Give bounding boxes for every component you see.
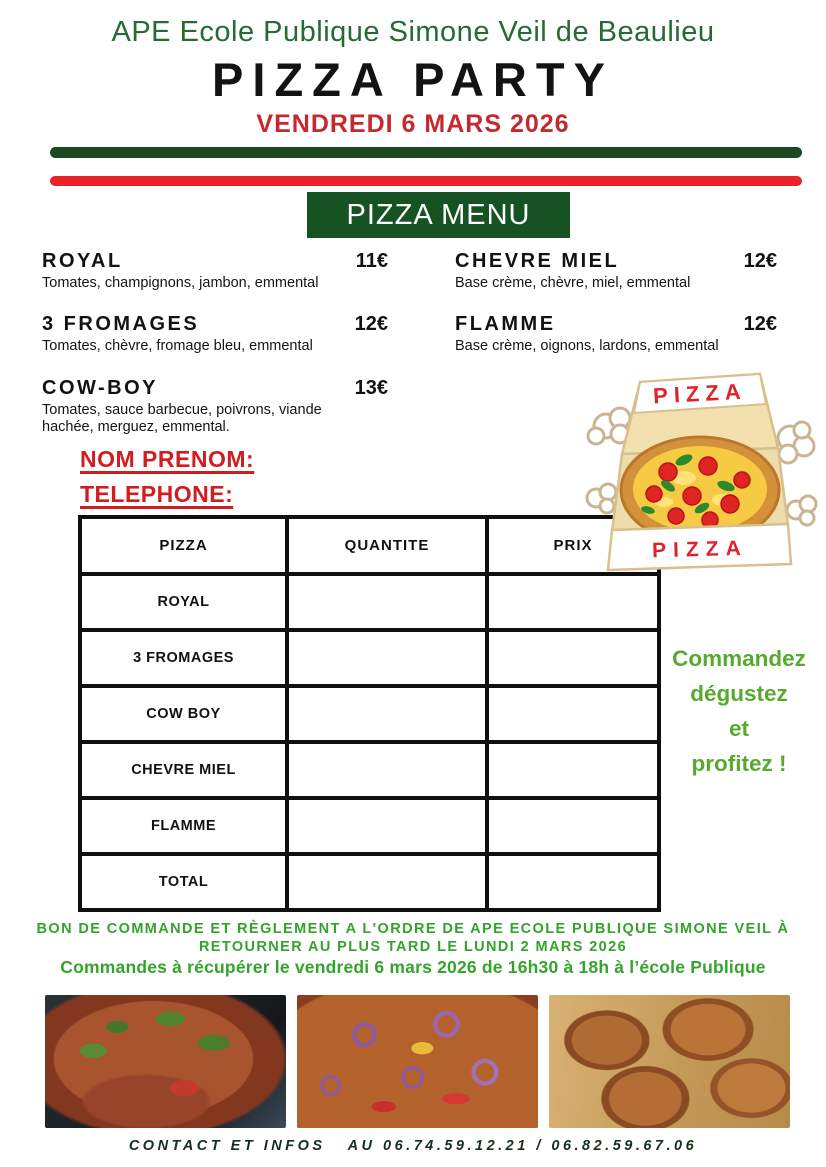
quantity-cell xyxy=(287,630,487,686)
box-label-front: PIZZA xyxy=(651,536,749,563)
table-row xyxy=(80,742,659,798)
menu-item-description: Tomates, sauce barbecue, poivrons, viande hachée, merguez, emmental. xyxy=(42,401,322,436)
menu-item-price: 12€ xyxy=(743,313,777,336)
row-label-total: TOTAL xyxy=(80,854,287,910)
row-label-royal: ROYAL xyxy=(80,574,287,630)
order-instructions xyxy=(0,920,826,956)
slogan-line: Commandez xyxy=(672,646,806,671)
table-row xyxy=(80,686,659,742)
phone-field-label: TELEPHONE: xyxy=(80,481,234,507)
slogan-line: profitez ! xyxy=(691,750,787,776)
price-cell xyxy=(487,854,659,910)
organization-name: APE Ecole Publique Simone Veil de Beaulieu xyxy=(111,16,715,48)
menu-item-flamme xyxy=(455,313,777,355)
pizza-box-illustration xyxy=(580,368,818,588)
pizza-photo-herbs xyxy=(45,995,286,1128)
order-table xyxy=(78,515,661,912)
menu-item-price: 12€ xyxy=(354,313,388,336)
menu-column-right xyxy=(455,250,777,377)
slogan-line: dégustez xyxy=(690,680,788,706)
pizza-photo-onions xyxy=(297,995,538,1128)
menu-item-name: 3 FROMAGES xyxy=(42,313,200,336)
event-date: VENDREDI 6 MARS 2026 xyxy=(256,110,570,138)
photo-strip xyxy=(45,995,790,1128)
menu-column-left xyxy=(42,250,388,458)
column-header-pizza: PIZZA xyxy=(80,517,287,574)
pizza-menu-banner: PIZZA MENU xyxy=(307,192,570,238)
menu-item-name: CHEVRE MIEL xyxy=(455,250,620,272)
box-label-top: PIZZA xyxy=(652,378,748,409)
menu-item-name: ROYAL xyxy=(42,250,123,272)
menu-item-name: FLAMME xyxy=(455,313,556,336)
column-header-prix: PRIX xyxy=(487,517,659,574)
menu-item-3-fromages xyxy=(42,313,388,355)
menu-item-chevre-miel xyxy=(455,250,777,292)
menu-item-royal xyxy=(42,250,388,292)
contact-info: CONTACT ET INFOS AU 06.74.59.12.21 / 06.82.59.67.06 xyxy=(128,1138,698,1154)
row-label-cow-boy: COW BOY xyxy=(80,686,287,742)
menu-item-description: Tomates, chèvre, fromage bleu, emmental xyxy=(42,338,313,355)
order-instructions-line1: BON DE COMMANDE ET RÈGLEMENT A L'ORDRE DE APE ECOLE PUBLIQUE SIMONE VEIL À xyxy=(36,921,790,937)
table-row xyxy=(80,574,659,630)
menu-item-description: Tomates, champignons, jambon, emmental xyxy=(42,275,319,291)
row-label-chevre-miel: CHEVRE MIEL xyxy=(80,742,287,798)
menu-item-description: Base crème, oignons, lardons, emmental xyxy=(455,338,719,355)
menu-item-price: 12€ xyxy=(743,250,777,272)
row-label-flamme: FLAMME xyxy=(80,798,287,854)
quantity-cell xyxy=(287,686,487,742)
quantity-cell xyxy=(287,574,487,630)
price-cell xyxy=(487,686,659,742)
quantity-cell xyxy=(287,854,487,910)
price-cell xyxy=(487,630,659,686)
column-header-quantite: QUANTITE xyxy=(287,517,487,574)
order-table-header-row xyxy=(80,517,659,574)
table-row xyxy=(80,854,659,910)
table-row xyxy=(80,630,659,686)
slogan-line: et xyxy=(728,715,749,741)
menu-item-price: 13€ xyxy=(354,376,388,399)
price-cell xyxy=(487,798,659,854)
name-field-label: NOM PRENOM: xyxy=(80,446,255,472)
menu-item-cow-boy xyxy=(42,377,388,437)
slogan-text xyxy=(653,642,825,782)
quantity-cell xyxy=(287,798,487,854)
menu-item-name: COW-BOY xyxy=(42,376,158,399)
italian-flag-red-stripe xyxy=(50,176,802,186)
pickup-info: Commandes à récupérer le vendredi 6 mars 2026 de 16h30 à 18h à l’école Publique xyxy=(60,957,766,977)
pizza-photo-slices xyxy=(549,995,790,1128)
price-cell xyxy=(487,742,659,798)
menu-item-price: 11€ xyxy=(355,250,388,272)
row-label-3-fromages: 3 FROMAGES xyxy=(80,630,287,686)
page-title: PIZZA PARTY xyxy=(212,53,614,106)
quantity-cell xyxy=(287,742,487,798)
table-row xyxy=(80,798,659,854)
order-instructions-line2: RETOURNER AU PLUS TARD LE LUNDI 2 MARS 2026 xyxy=(198,939,628,956)
italian-flag-green-stripe xyxy=(50,147,802,158)
menu-item-description: Base crème, chèvre, miel, emmental xyxy=(455,275,691,291)
